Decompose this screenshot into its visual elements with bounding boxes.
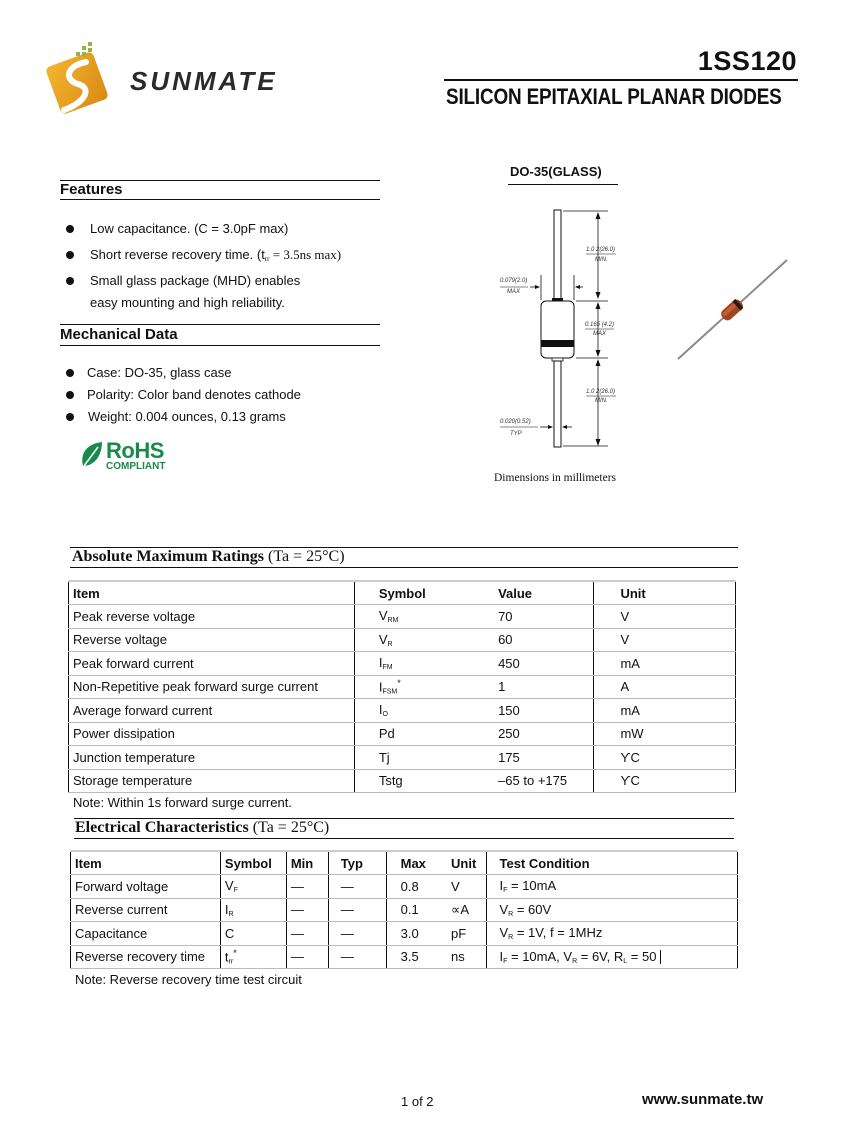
feature-item: Low capacitance. (C = 3.0pF max) — [60, 218, 390, 240]
page-indicator: 1 of 2 — [401, 1094, 434, 1109]
sunmate-logo — [42, 40, 312, 125]
svg-text:MAX: MAX — [593, 331, 607, 337]
package-title-rule — [508, 184, 618, 185]
features-list — [60, 218, 390, 314]
table-row: Peak forward current $I_{FM}$ 450 mA — [69, 652, 736, 676]
feature-item-continued: easy mounting and high reliability. — [90, 295, 285, 310]
table-row: Reverse voltage $V_R$ 60 V — [69, 628, 736, 652]
svg-text:0.079(2.0): 0.079(2.0) — [500, 278, 528, 284]
mechanical-list — [60, 362, 390, 428]
svg-text:0.020(0.52): 0.020(0.52) — [500, 419, 531, 425]
table-row: Peak reverse voltage $V_{RM}$ 70 V — [69, 605, 736, 629]
mechanical-item: Weight: 0.004 ounces, 0.13 grams — [60, 406, 390, 428]
omega-placeholder-bar — [660, 950, 661, 964]
table-row: Capacitance C — — 3.0 pF $V_R = 1V$, f = 1MHz — [71, 922, 738, 946]
bullet-icon — [66, 413, 74, 421]
leaf-icon — [78, 440, 104, 474]
bullet-icon — [66, 277, 74, 285]
table-row: Reverse recovery time $t_{rr}^*$ — — 3.5 ns $I_F = 10mA$, $V_R = 6V$, $R_L = 50$ — [71, 945, 738, 969]
features-rule-bottom — [60, 199, 380, 200]
svg-text:0.165 (4.2): 0.165 (4.2) — [585, 322, 615, 328]
rohs-text: RoHS — [106, 438, 164, 463]
table-row: Power dissipation Pd 250 mW — [69, 722, 736, 746]
abs-max-table — [68, 580, 736, 793]
electrical-note: Note: Reverse recovery time test circuit — [75, 972, 302, 987]
table-header-row: Item Symbol Min Typ Max Unit Test Condition — [71, 851, 738, 875]
mechanical-heading: Mechanical Data — [60, 326, 178, 343]
part-number: 1SS120 — [697, 46, 797, 76]
features-heading: Features — [60, 181, 123, 198]
bullet-icon — [66, 251, 74, 259]
bullet-icon — [66, 369, 74, 377]
bullet-icon — [66, 391, 74, 399]
bullet-icon — [66, 225, 74, 233]
mechanical-rule-top — [60, 324, 380, 325]
table-row: Junction temperature Tj 175 ϒC — [69, 746, 736, 770]
table-row: Reverse current $I_R$ — — 0.1 ∝A $V_R = 60V$ — [71, 898, 738, 922]
device-subtitle: SILICON EPITAXIAL PLANAR DIODES — [446, 84, 782, 109]
electrical-rule-bottom — [74, 838, 734, 839]
svg-text:1.0 2(26.0): 1.0 2(26.0) — [586, 389, 616, 395]
do35-dimension-drawing — [490, 200, 630, 460]
svg-text:1.0 2(26.0): 1.0 2(26.0) — [586, 247, 616, 253]
logo-mark-icon — [42, 40, 312, 125]
svg-text:MIN.: MIN. — [595, 257, 608, 263]
abs-max-title: Absolute Maximum Ratings (Ta = 25°C) — [72, 548, 345, 565]
svg-text:MAX: MAX — [507, 289, 521, 295]
feature-item: Small glass package (MHD) enables — [60, 270, 390, 292]
diode-photo — [672, 255, 792, 365]
abs-max-note: Note: Within 1s forward surge current. — [73, 795, 292, 810]
website-link[interactable]: www.sunmate.tw — [642, 1091, 764, 1108]
electrical-title: Electrical Characteristics (Ta = 25°C) — [75, 819, 330, 836]
rohs-badge — [78, 440, 188, 476]
rohs-compliant-text: COMPLIANT — [106, 461, 166, 472]
package-title: DO-35(GLASS) — [510, 164, 602, 179]
svg-text:TYP: TYP — [510, 431, 522, 437]
mechanical-item: Case: DO-35, glass case — [60, 362, 390, 384]
abs-max-rule-bottom — [70, 567, 738, 568]
electrical-table — [70, 850, 738, 969]
mechanical-rule-bottom — [60, 345, 380, 346]
mechanical-item: Polarity: Color band denotes cathode — [60, 384, 390, 406]
table-row: Forward voltage $V_F$ — — 0.8 V $I_F = 10mA$ — [71, 875, 738, 899]
table-row: Average forward current $I_O$ 150 mA — [69, 699, 736, 723]
table-row: Storage temperature Tstg –65 to +175 ϒC — [69, 769, 736, 793]
table-row: Non-Repetitive peak forward surge current $I_{FSM}^*$ 1 A — [69, 675, 736, 699]
feature-item: Short reverse recovery time. ($t_{rr} = 3.5ns$ max) — [60, 244, 390, 266]
svg-text:MIN.: MIN. — [595, 398, 608, 404]
svg-text:SUNMATE: SUNMATE — [130, 66, 278, 96]
title-divider — [444, 79, 798, 81]
table-header-row: Item Symbol Value Unit — [69, 581, 736, 605]
dimensions-caption: Dimensions in millimeters — [494, 472, 617, 484]
